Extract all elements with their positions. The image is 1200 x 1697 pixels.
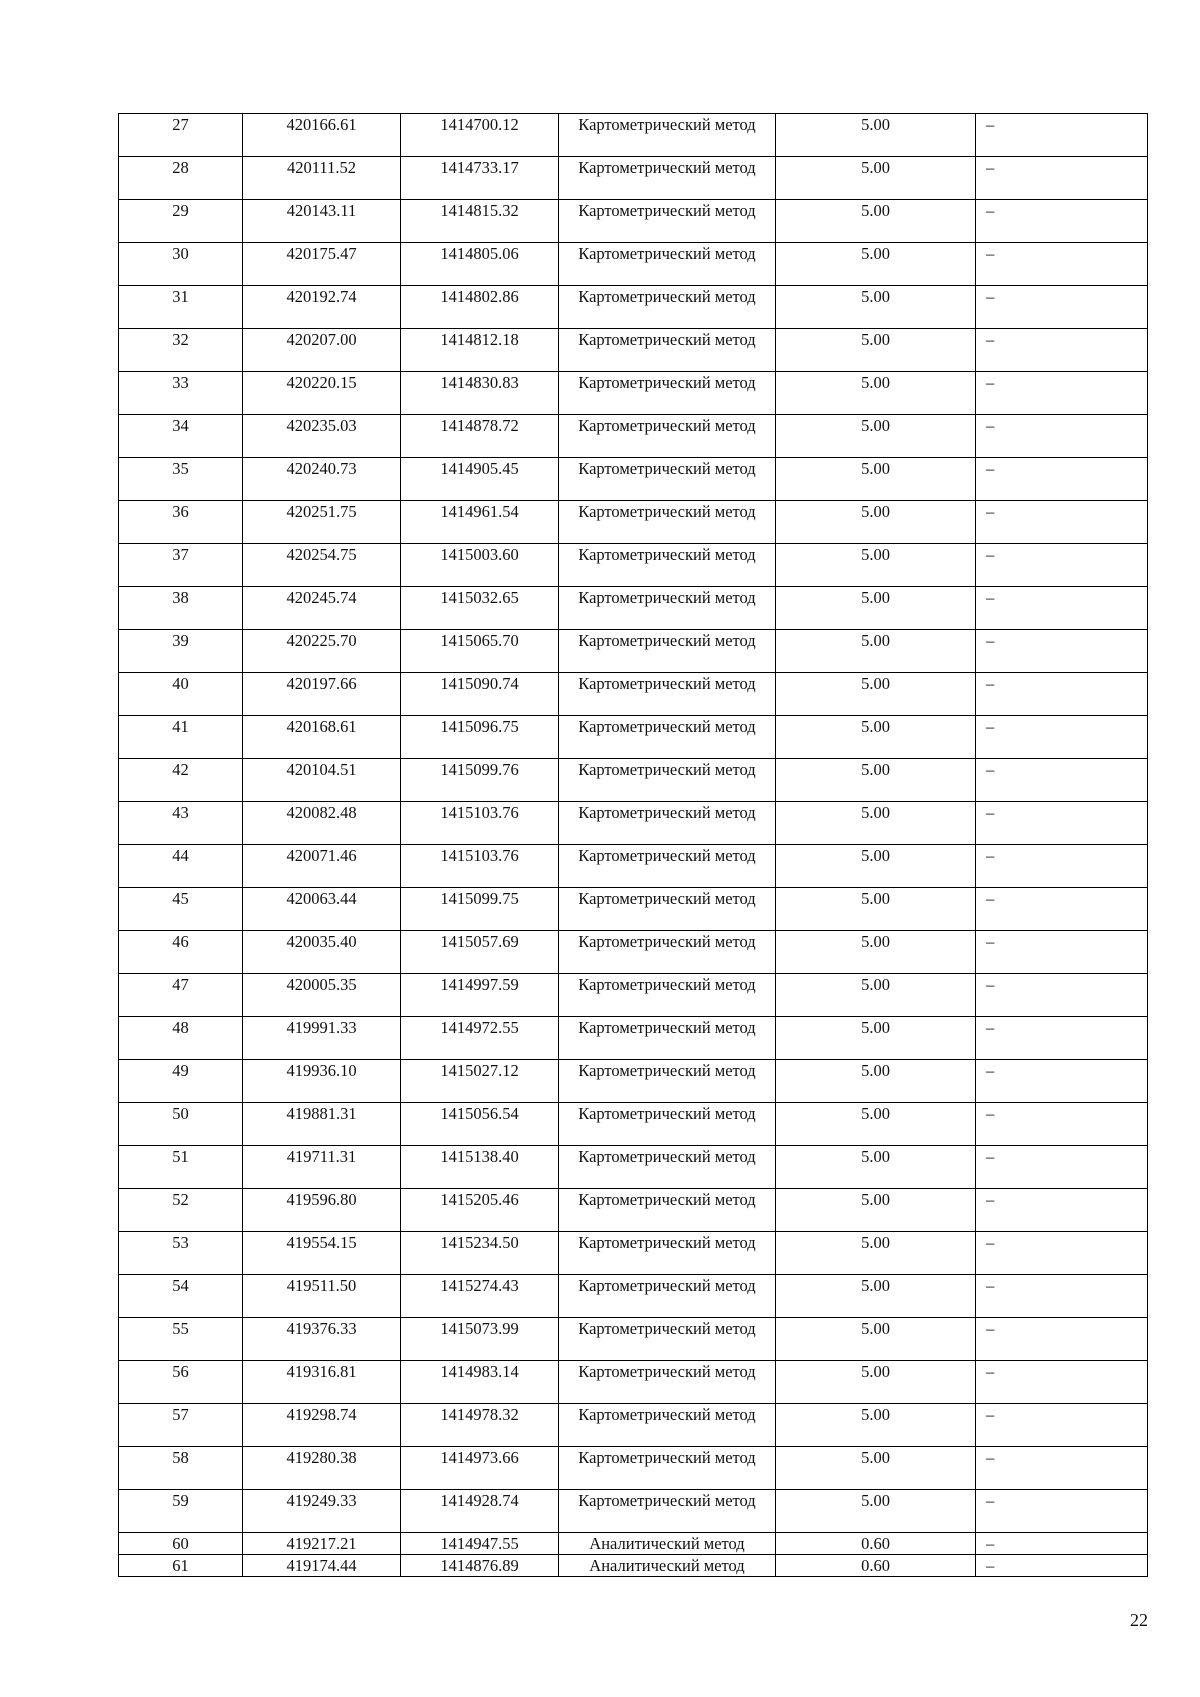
y-coordinate-cell: 1414928.74: [401, 1490, 559, 1533]
table-row: [119, 1017, 1148, 1060]
note-cell: –: [976, 1103, 1148, 1146]
note-cell: –: [976, 802, 1148, 845]
method-cell: Картометрический метод: [559, 888, 776, 931]
method-cell: Картометрический метод: [559, 716, 776, 759]
table-row: [119, 1189, 1148, 1232]
x-coordinate-cell: 419596.80: [243, 1189, 401, 1232]
note-cell: –: [976, 501, 1148, 544]
accuracy-cell: 5.00: [776, 1447, 976, 1490]
note-cell: –: [976, 157, 1148, 200]
y-coordinate-cell: 1415103.76: [401, 845, 559, 888]
y-coordinate-cell: 1415073.99: [401, 1318, 559, 1361]
point-number-cell: 31: [119, 286, 243, 329]
x-coordinate-cell: 420251.75: [243, 501, 401, 544]
method-cell: Картометрический метод: [559, 372, 776, 415]
note-cell: –: [976, 931, 1148, 974]
method-cell: Картометрический метод: [559, 114, 776, 157]
method-cell: Картометрический метод: [559, 1232, 776, 1275]
y-coordinate-cell: 1414973.66: [401, 1447, 559, 1490]
note-cell: –: [976, 845, 1148, 888]
x-coordinate-cell: 419991.33: [243, 1017, 401, 1060]
table-row: [119, 845, 1148, 888]
point-number-cell: 33: [119, 372, 243, 415]
table-row: [119, 1146, 1148, 1189]
note-cell: –: [976, 1189, 1148, 1232]
accuracy-cell: 5.00: [776, 630, 976, 673]
x-coordinate-cell: 420082.48: [243, 802, 401, 845]
note-cell: –: [976, 673, 1148, 716]
table-row: [119, 1361, 1148, 1404]
method-cell: Картометрический метод: [559, 802, 776, 845]
table-row: [119, 1060, 1148, 1103]
table-row: [119, 544, 1148, 587]
point-number-cell: 32: [119, 329, 243, 372]
y-coordinate-cell: 1415234.50: [401, 1232, 559, 1275]
method-cell: Картометрический метод: [559, 1103, 776, 1146]
point-number-cell: 46: [119, 931, 243, 974]
page-number: 22: [1130, 1610, 1148, 1630]
note-cell: –: [976, 1447, 1148, 1490]
accuracy-cell: 5.00: [776, 1060, 976, 1103]
method-cell: Картометрический метод: [559, 157, 776, 200]
accuracy-cell: 5.00: [776, 329, 976, 372]
method-cell: Картометрический метод: [559, 286, 776, 329]
y-coordinate-cell: 1415027.12: [401, 1060, 559, 1103]
method-cell: Картометрический метод: [559, 630, 776, 673]
note-cell: –: [976, 458, 1148, 501]
y-coordinate-cell: 1414805.06: [401, 243, 559, 286]
method-cell: Картометрический метод: [559, 1275, 776, 1318]
method-cell: Картометрический метод: [559, 673, 776, 716]
y-coordinate-cell: 1414812.18: [401, 329, 559, 372]
point-number-cell: 37: [119, 544, 243, 587]
accuracy-cell: 5.00: [776, 716, 976, 759]
y-coordinate-cell: 1414997.59: [401, 974, 559, 1017]
x-coordinate-cell: 420104.51: [243, 759, 401, 802]
table-row: [119, 716, 1148, 759]
x-coordinate-cell: 419249.33: [243, 1490, 401, 1533]
y-coordinate-cell: 1414905.45: [401, 458, 559, 501]
note-cell: –: [976, 1146, 1148, 1189]
point-number-cell: 61: [119, 1555, 243, 1577]
note-cell: –: [976, 372, 1148, 415]
note-cell: –: [976, 200, 1148, 243]
point-number-cell: 41: [119, 716, 243, 759]
point-number-cell: 51: [119, 1146, 243, 1189]
y-coordinate-cell: 1415032.65: [401, 587, 559, 630]
table-row: [119, 157, 1148, 200]
y-coordinate-cell: 1414700.12: [401, 114, 559, 157]
table-row: [119, 458, 1148, 501]
x-coordinate-cell: 419316.81: [243, 1361, 401, 1404]
table-row: [119, 286, 1148, 329]
point-number-cell: 36: [119, 501, 243, 544]
accuracy-cell: 5.00: [776, 501, 976, 544]
y-coordinate-cell: 1414802.86: [401, 286, 559, 329]
method-cell: Картометрический метод: [559, 243, 776, 286]
point-number-cell: 28: [119, 157, 243, 200]
point-number-cell: 59: [119, 1490, 243, 1533]
method-cell: Картометрический метод: [559, 329, 776, 372]
method-cell: Картометрический метод: [559, 1404, 776, 1447]
accuracy-cell: 5.00: [776, 802, 976, 845]
x-coordinate-cell: 420035.40: [243, 931, 401, 974]
note-cell: –: [976, 1017, 1148, 1060]
note-cell: –: [976, 1555, 1148, 1577]
method-cell: Аналитический метод: [559, 1555, 776, 1577]
note-cell: –: [976, 716, 1148, 759]
x-coordinate-cell: 419174.44: [243, 1555, 401, 1577]
accuracy-cell: 5.00: [776, 974, 976, 1017]
x-coordinate-cell: 420175.47: [243, 243, 401, 286]
point-number-cell: 30: [119, 243, 243, 286]
y-coordinate-cell: 1415065.70: [401, 630, 559, 673]
x-coordinate-cell: 420207.00: [243, 329, 401, 372]
method-cell: Картометрический метод: [559, 544, 776, 587]
method-cell: Картометрический метод: [559, 200, 776, 243]
note-cell: –: [976, 415, 1148, 458]
point-number-cell: 45: [119, 888, 243, 931]
y-coordinate-cell: 1414972.55: [401, 1017, 559, 1060]
table-row: [119, 1232, 1148, 1275]
note-cell: –: [976, 587, 1148, 630]
point-number-cell: 48: [119, 1017, 243, 1060]
table-row: [119, 587, 1148, 630]
table-row: [119, 802, 1148, 845]
point-number-cell: 44: [119, 845, 243, 888]
method-cell: Картометрический метод: [559, 587, 776, 630]
y-coordinate-cell: 1415096.75: [401, 716, 559, 759]
y-coordinate-cell: 1415274.43: [401, 1275, 559, 1318]
y-coordinate-cell: 1414830.83: [401, 372, 559, 415]
table-row: [119, 1318, 1148, 1361]
point-number-cell: 50: [119, 1103, 243, 1146]
note-cell: –: [976, 544, 1148, 587]
method-cell: Картометрический метод: [559, 1017, 776, 1060]
method-cell: Картометрический метод: [559, 1447, 776, 1490]
x-coordinate-cell: 419936.10: [243, 1060, 401, 1103]
method-cell: Картометрический метод: [559, 1490, 776, 1533]
x-coordinate-cell: 420197.66: [243, 673, 401, 716]
table-row: [119, 974, 1148, 1017]
y-coordinate-cell: 1415099.76: [401, 759, 559, 802]
accuracy-cell: 5.00: [776, 673, 976, 716]
accuracy-cell: 5.00: [776, 1361, 976, 1404]
accuracy-cell: 5.00: [776, 458, 976, 501]
x-coordinate-cell: 420245.74: [243, 587, 401, 630]
x-coordinate-cell: 420168.61: [243, 716, 401, 759]
x-coordinate-cell: 419711.31: [243, 1146, 401, 1189]
method-cell: Картометрический метод: [559, 931, 776, 974]
accuracy-cell: 5.00: [776, 1275, 976, 1318]
x-coordinate-cell: 420225.70: [243, 630, 401, 673]
method-cell: Картометрический метод: [559, 1060, 776, 1103]
method-cell: Картометрический метод: [559, 1361, 776, 1404]
point-number-cell: 55: [119, 1318, 243, 1361]
note-cell: –: [976, 114, 1148, 157]
method-cell: Аналитический метод: [559, 1533, 776, 1555]
table-row: [119, 1447, 1148, 1490]
x-coordinate-cell: 420235.03: [243, 415, 401, 458]
x-coordinate-cell: 419298.74: [243, 1404, 401, 1447]
accuracy-cell: 5.00: [776, 931, 976, 974]
x-coordinate-cell: 420254.75: [243, 544, 401, 587]
x-coordinate-cell: 420111.52: [243, 157, 401, 200]
point-number-cell: 49: [119, 1060, 243, 1103]
coordinates-table-body: [119, 114, 1148, 1577]
accuracy-cell: 0.60: [776, 1555, 976, 1577]
x-coordinate-cell: 420192.74: [243, 286, 401, 329]
note-cell: –: [976, 759, 1148, 802]
method-cell: Картометрический метод: [559, 759, 776, 802]
table-row: [119, 1404, 1148, 1447]
point-number-cell: 53: [119, 1232, 243, 1275]
accuracy-cell: 5.00: [776, 544, 976, 587]
y-coordinate-cell: 1414978.32: [401, 1404, 559, 1447]
point-number-cell: 57: [119, 1404, 243, 1447]
table-row: [119, 200, 1148, 243]
accuracy-cell: 5.00: [776, 1232, 976, 1275]
y-coordinate-cell: 1414983.14: [401, 1361, 559, 1404]
accuracy-cell: 5.00: [776, 243, 976, 286]
x-coordinate-cell: 420166.61: [243, 114, 401, 157]
accuracy-cell: 5.00: [776, 1146, 976, 1189]
table-row: [119, 1533, 1148, 1555]
point-number-cell: 38: [119, 587, 243, 630]
table-row: [119, 372, 1148, 415]
accuracy-cell: 5.00: [776, 157, 976, 200]
point-number-cell: 60: [119, 1533, 243, 1555]
x-coordinate-cell: 420005.35: [243, 974, 401, 1017]
y-coordinate-cell: 1414947.55: [401, 1533, 559, 1555]
point-number-cell: 58: [119, 1447, 243, 1490]
accuracy-cell: 5.00: [776, 286, 976, 329]
accuracy-cell: 5.00: [776, 1318, 976, 1361]
note-cell: –: [976, 1361, 1148, 1404]
point-number-cell: 52: [119, 1189, 243, 1232]
y-coordinate-cell: 1415099.75: [401, 888, 559, 931]
note-cell: –: [976, 1404, 1148, 1447]
table-row: [119, 243, 1148, 286]
table-row: [119, 1490, 1148, 1533]
x-coordinate-cell: 420063.44: [243, 888, 401, 931]
x-coordinate-cell: 419280.38: [243, 1447, 401, 1490]
method-cell: Картометрический метод: [559, 458, 776, 501]
y-coordinate-cell: 1415056.54: [401, 1103, 559, 1146]
method-cell: Картометрический метод: [559, 974, 776, 1017]
method-cell: Картометрический метод: [559, 845, 776, 888]
method-cell: Картометрический метод: [559, 1189, 776, 1232]
accuracy-cell: 5.00: [776, 114, 976, 157]
y-coordinate-cell: 1415057.69: [401, 931, 559, 974]
y-coordinate-cell: 1415138.40: [401, 1146, 559, 1189]
note-cell: –: [976, 630, 1148, 673]
accuracy-cell: 0.60: [776, 1533, 976, 1555]
point-number-cell: 56: [119, 1361, 243, 1404]
point-number-cell: 47: [119, 974, 243, 1017]
x-coordinate-cell: 420240.73: [243, 458, 401, 501]
y-coordinate-cell: 1415090.74: [401, 673, 559, 716]
x-coordinate-cell: 419881.31: [243, 1103, 401, 1146]
point-number-cell: 42: [119, 759, 243, 802]
y-coordinate-cell: 1415003.60: [401, 544, 559, 587]
accuracy-cell: 5.00: [776, 845, 976, 888]
note-cell: –: [976, 1060, 1148, 1103]
point-number-cell: 35: [119, 458, 243, 501]
note-cell: –: [976, 888, 1148, 931]
table-row: [119, 329, 1148, 372]
note-cell: –: [976, 974, 1148, 1017]
x-coordinate-cell: 420220.15: [243, 372, 401, 415]
accuracy-cell: 5.00: [776, 1103, 976, 1146]
point-number-cell: 39: [119, 630, 243, 673]
accuracy-cell: 5.00: [776, 1017, 976, 1060]
point-number-cell: 29: [119, 200, 243, 243]
table-row: [119, 759, 1148, 802]
y-coordinate-cell: 1414961.54: [401, 501, 559, 544]
point-number-cell: 40: [119, 673, 243, 716]
accuracy-cell: 5.00: [776, 587, 976, 630]
accuracy-cell: 5.00: [776, 372, 976, 415]
y-coordinate-cell: 1414876.89: [401, 1555, 559, 1577]
accuracy-cell: 5.00: [776, 888, 976, 931]
y-coordinate-cell: 1414878.72: [401, 415, 559, 458]
accuracy-cell: 5.00: [776, 1490, 976, 1533]
x-coordinate-cell: 419376.33: [243, 1318, 401, 1361]
accuracy-cell: 5.00: [776, 1189, 976, 1232]
x-coordinate-cell: 419554.15: [243, 1232, 401, 1275]
accuracy-cell: 5.00: [776, 759, 976, 802]
y-coordinate-cell: 1414815.32: [401, 200, 559, 243]
y-coordinate-cell: 1415103.76: [401, 802, 559, 845]
method-cell: Картометрический метод: [559, 415, 776, 458]
x-coordinate-cell: 419217.21: [243, 1533, 401, 1555]
table-row: [119, 1103, 1148, 1146]
note-cell: –: [976, 1232, 1148, 1275]
note-cell: –: [976, 1318, 1148, 1361]
point-number-cell: 27: [119, 114, 243, 157]
note-cell: –: [976, 1490, 1148, 1533]
table-row: [119, 888, 1148, 931]
table-row: [119, 114, 1148, 157]
accuracy-cell: 5.00: [776, 200, 976, 243]
table-row: [119, 630, 1148, 673]
note-cell: –: [976, 329, 1148, 372]
y-coordinate-cell: 1415205.46: [401, 1189, 559, 1232]
x-coordinate-cell: 419511.50: [243, 1275, 401, 1318]
note-cell: –: [976, 243, 1148, 286]
method-cell: Картометрический метод: [559, 1318, 776, 1361]
table-row: [119, 931, 1148, 974]
table-row: [119, 501, 1148, 544]
coordinates-table: [118, 113, 1148, 1577]
point-number-cell: 54: [119, 1275, 243, 1318]
point-number-cell: 43: [119, 802, 243, 845]
point-number-cell: 34: [119, 415, 243, 458]
x-coordinate-cell: 420143.11: [243, 200, 401, 243]
table-row: [119, 673, 1148, 716]
table-row: [119, 415, 1148, 458]
method-cell: Картометрический метод: [559, 1146, 776, 1189]
x-coordinate-cell: 420071.46: [243, 845, 401, 888]
note-cell: –: [976, 1533, 1148, 1555]
y-coordinate-cell: 1414733.17: [401, 157, 559, 200]
table-row: [119, 1555, 1148, 1577]
accuracy-cell: 5.00: [776, 415, 976, 458]
note-cell: –: [976, 286, 1148, 329]
accuracy-cell: 5.00: [776, 1404, 976, 1447]
note-cell: –: [976, 1275, 1148, 1318]
table-row: [119, 1275, 1148, 1318]
method-cell: Картометрический метод: [559, 501, 776, 544]
